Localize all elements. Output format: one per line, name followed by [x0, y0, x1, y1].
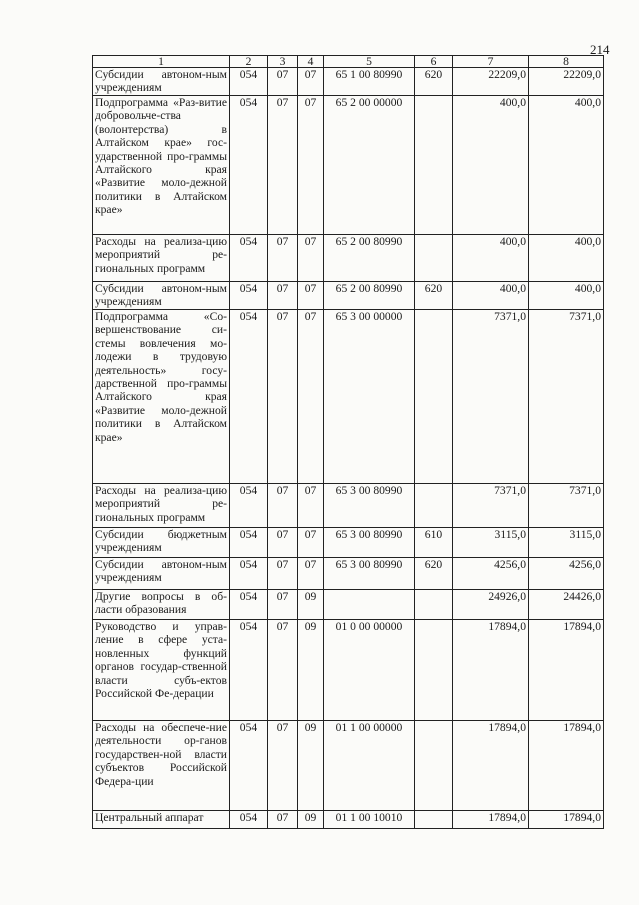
row-amount-1: 4256,0 — [453, 558, 529, 590]
row-amount-2: 24426,0 — [529, 590, 604, 620]
row-amount-1: 3115,0 — [453, 528, 529, 558]
row-expense-type — [415, 620, 453, 721]
row-department-code: 054 — [230, 282, 268, 310]
table-row — [93, 282, 604, 310]
row-department-code: 054 — [230, 68, 268, 96]
row-target-code: 01 0 00 00000 — [324, 620, 415, 721]
row-name: Подпрограмма «Со-вершенствование си-стемы вовлечения мо-лодежи в трудовую деятельность» госу-дарственной про-граммы Алтайского края «Развитие моло-дежной политики в Алтайском крае» — [93, 310, 230, 484]
row-target-code: 65 3 00 80990 — [324, 528, 415, 558]
row-expense-type — [415, 590, 453, 620]
row-amount-2: 7371,0 — [529, 310, 604, 484]
row-subsection-code: 07 — [298, 282, 324, 310]
row-department-code: 054 — [230, 811, 268, 829]
table-row — [93, 558, 604, 590]
row-amount-2: 17894,0 — [529, 721, 604, 811]
row-amount-1: 400,0 — [453, 96, 529, 235]
row-department-code: 054 — [230, 558, 268, 590]
row-amount-2: 400,0 — [529, 96, 604, 235]
row-subsection-code: 07 — [298, 558, 324, 590]
row-department-code: 054 — [230, 96, 268, 235]
column-header-5: 5 — [324, 56, 415, 68]
row-amount-1: 17894,0 — [453, 811, 529, 829]
row-section-code: 07 — [268, 528, 298, 558]
row-name: Расходы на реализа-цию мероприятий ре-гиональных программ — [93, 235, 230, 282]
row-amount-1: 400,0 — [453, 282, 529, 310]
table-row — [93, 620, 604, 721]
row-target-code: 65 2 00 00000 — [324, 96, 415, 235]
header-row — [93, 56, 604, 68]
row-subsection-code: 09 — [298, 590, 324, 620]
row-amount-2: 400,0 — [529, 282, 604, 310]
row-target-code: 65 1 00 80990 — [324, 68, 415, 96]
column-header-8: 8 — [529, 56, 604, 68]
table-row — [93, 310, 604, 484]
row-expense-type: 620 — [415, 282, 453, 310]
table-row — [93, 590, 604, 620]
table-row — [93, 68, 604, 96]
row-subsection-code: 09 — [298, 811, 324, 829]
row-target-code: 65 2 00 80990 — [324, 235, 415, 282]
row-name: Другие вопросы в об-ласти образования — [93, 590, 230, 620]
row-name: Субсидии автоном-ным учреждениям — [93, 68, 230, 96]
row-amount-2: 17894,0 — [529, 620, 604, 721]
row-section-code: 07 — [268, 96, 298, 235]
row-section-code: 07 — [268, 620, 298, 721]
row-expense-type: 620 — [415, 68, 453, 96]
row-subsection-code: 07 — [298, 484, 324, 528]
row-section-code: 07 — [268, 590, 298, 620]
row-amount-1: 400,0 — [453, 235, 529, 282]
table-row — [93, 528, 604, 558]
row-subsection-code: 07 — [298, 310, 324, 484]
row-section-code: 07 — [268, 310, 298, 484]
row-target-code: 65 3 00 00000 — [324, 310, 415, 484]
row-section-code: 07 — [268, 721, 298, 811]
row-amount-2: 3115,0 — [529, 528, 604, 558]
row-section-code: 07 — [268, 68, 298, 96]
row-name: Субсидии автоном-ным учреждениям — [93, 282, 230, 310]
row-expense-type — [415, 96, 453, 235]
row-subsection-code: 07 — [298, 528, 324, 558]
column-header-3: 3 — [268, 56, 298, 68]
table-row — [93, 811, 604, 829]
row-name: Расходы на реализа-цию мероприятий ре-гиональных программ — [93, 484, 230, 528]
row-name: Центральный аппарат — [93, 811, 230, 829]
row-amount-1: 24926,0 — [453, 590, 529, 620]
row-department-code: 054 — [230, 590, 268, 620]
row-section-code: 07 — [268, 558, 298, 590]
row-target-code: 01 1 00 10010 — [324, 811, 415, 829]
row-amount-1: 17894,0 — [453, 721, 529, 811]
row-name: Расходы на обеспече-ние деятельности ор-ганов государствен-ной власти субъектов Российской Федера-ции — [93, 721, 230, 811]
page-number: 214 — [590, 42, 610, 57]
row-subsection-code: 07 — [298, 68, 324, 96]
row-subsection-code: 07 — [298, 235, 324, 282]
row-department-code: 054 — [230, 528, 268, 558]
row-target-code: 01 1 00 00000 — [324, 721, 415, 811]
row-subsection-code: 09 — [298, 721, 324, 811]
row-amount-2: 4256,0 — [529, 558, 604, 590]
row-expense-type — [415, 721, 453, 811]
table-row — [93, 96, 604, 235]
row-target-code: 65 3 00 80990 — [324, 558, 415, 590]
row-name: Подпрограмма «Раз-витие добровольче-ства (волонтерства) в Алтайском крае» гос-ударственной про-граммы Алтайского края «Развитие моло-дежной политики в Алтайском крае» — [93, 96, 230, 235]
row-department-code: 054 — [230, 620, 268, 721]
column-header-4: 4 — [298, 56, 324, 68]
row-subsection-code: 09 — [298, 620, 324, 721]
row-department-code: 054 — [230, 235, 268, 282]
row-department-code: 054 — [230, 721, 268, 811]
row-name: Субсидии бюджетным учреждениям — [93, 528, 230, 558]
row-expense-type — [415, 484, 453, 528]
column-header-7: 7 — [453, 56, 529, 68]
row-department-code: 054 — [230, 484, 268, 528]
row-department-code: 054 — [230, 310, 268, 484]
row-section-code: 07 — [268, 235, 298, 282]
row-target-code: 65 3 00 80990 — [324, 484, 415, 528]
row-target-code: 65 2 00 80990 — [324, 282, 415, 310]
row-expense-type — [415, 811, 453, 829]
table-row — [93, 721, 604, 811]
row-expense-type — [415, 310, 453, 484]
row-amount-1: 7371,0 — [453, 310, 529, 484]
row-name: Руководство и управ-ление в сфере уста-новленных функций органов государ-ственной власти субъ-ектов Российской Фе-дерации — [93, 620, 230, 721]
row-section-code: 07 — [268, 282, 298, 310]
row-amount-2: 17894,0 — [529, 811, 604, 829]
row-expense-type: 620 — [415, 558, 453, 590]
table-row — [93, 484, 604, 528]
column-header-2: 2 — [230, 56, 268, 68]
column-header-6: 6 — [415, 56, 453, 68]
row-expense-type — [415, 235, 453, 282]
row-subsection-code: 07 — [298, 96, 324, 235]
row-section-code: 07 — [268, 484, 298, 528]
row-amount-1: 17894,0 — [453, 620, 529, 721]
row-amount-2: 22209,0 — [529, 68, 604, 96]
table-row — [93, 235, 604, 282]
row-expense-type: 610 — [415, 528, 453, 558]
row-name: Субсидии автоном-ным учреждениям — [93, 558, 230, 590]
row-amount-2: 7371,0 — [529, 484, 604, 528]
row-amount-1: 7371,0 — [453, 484, 529, 528]
row-amount-2: 400,0 — [529, 235, 604, 282]
column-header-1: 1 — [93, 56, 230, 68]
budget-table — [92, 55, 604, 829]
table-body — [93, 68, 604, 829]
row-target-code — [324, 590, 415, 620]
row-section-code: 07 — [268, 811, 298, 829]
row-amount-1: 22209,0 — [453, 68, 529, 96]
